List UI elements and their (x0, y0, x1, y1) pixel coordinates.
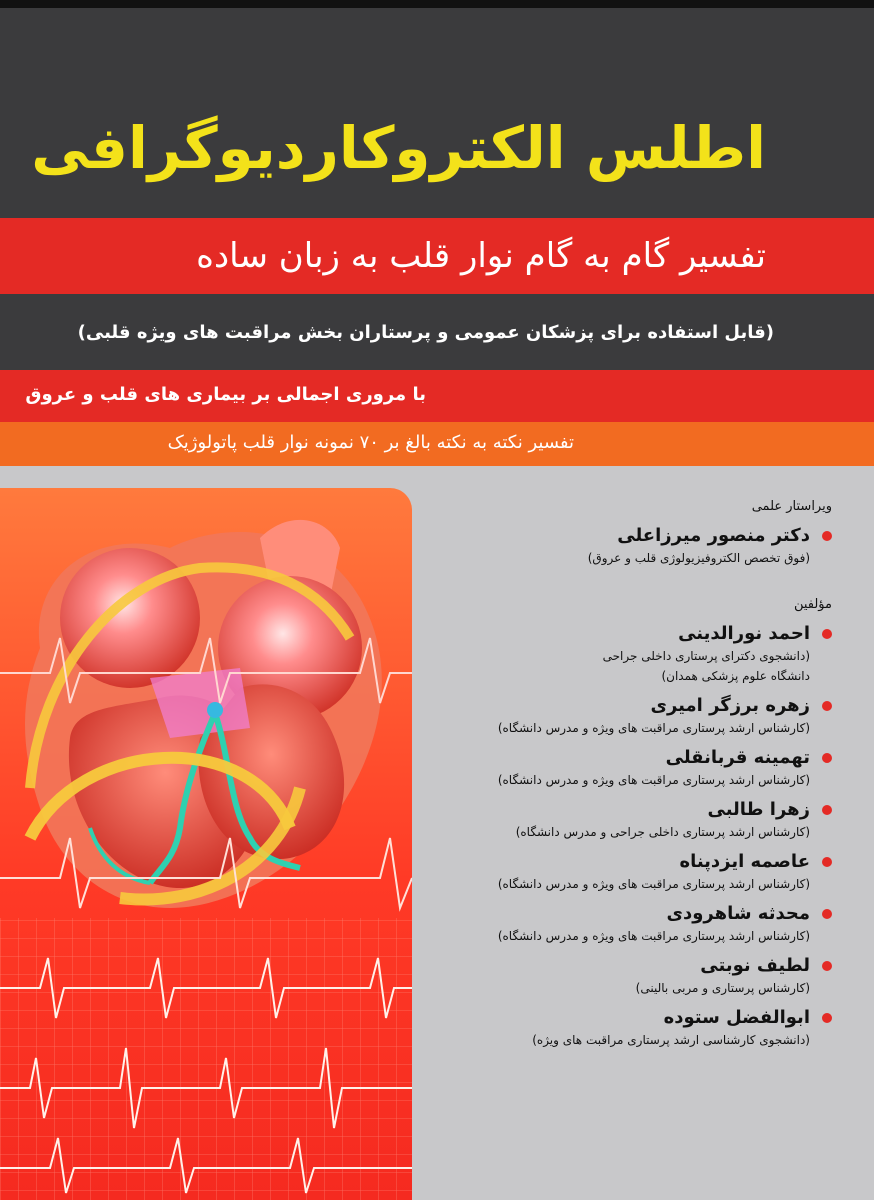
heart-ecg-image (0, 488, 412, 1200)
heart-illustration (0, 488, 412, 1200)
editor-role: ویراستار علمی (751, 499, 832, 514)
author-desc-2: دانشگاه علوم پزشکی همدان) (661, 669, 810, 683)
book-title: اطلس الکتروکاردیوگرافی (31, 114, 766, 182)
contributors-list (422, 498, 832, 1050)
bullet-icon (822, 857, 832, 867)
author-name: لطیف نوبتی (700, 955, 810, 976)
author-name: زهرا طالبی (707, 799, 810, 820)
author-desc: (کارشناس ارشد پرستاری داخلی جراحی و مدرس دانشگاه) (515, 825, 810, 839)
bullet-icon (822, 909, 832, 919)
editor-entry (422, 524, 832, 568)
author-entry (422, 954, 832, 998)
ecg-note: تفسیر نکته به نکته بالغ بر ۷۰ نمونه نوار قلب پاتولوژیک (167, 432, 574, 453)
author-name: احمد نورالدینی (678, 623, 810, 644)
author-name: محدثه شاهرودی (666, 903, 810, 924)
editor-name: دکتر منصور میرزاعلی (617, 525, 810, 546)
bullet-icon (822, 961, 832, 971)
author-desc: (کارشناس ارشد پرستاری مراقبت های ویژه و مدرس دانشگاه) (497, 877, 810, 891)
author-name: تهمینه قربانقلی (665, 747, 810, 768)
bullet-icon (822, 805, 832, 815)
bullet-icon (822, 629, 832, 639)
author-desc: (کارشناس ارشد پرستاری مراقبت های ویژه و مدرس دانشگاه) (497, 773, 810, 787)
author-name: زهره برزگر امیری (650, 695, 810, 716)
author-desc: (کارشناس ارشد پرستاری مراقبت های ویژه و مدرس دانشگاه) (497, 929, 810, 943)
author-desc: (کارشناس پرستاری و مربی بالینی) (635, 981, 810, 995)
bullet-icon (822, 701, 832, 711)
book-subtitle: تفسیر گام به گام نوار قلب به زبان ساده (196, 236, 766, 276)
author-desc: (دانشجوی کارشناسی ارشد پرستاری مراقبت های ویژه) (532, 1033, 810, 1047)
author-entry (422, 798, 832, 842)
author-entry (422, 902, 832, 946)
author-entry (422, 850, 832, 894)
bullet-icon (822, 531, 832, 541)
editor-desc: (فوق تخصص الکتروفیزیولوژی قلب و عروق) (587, 551, 810, 565)
author-entry (422, 746, 832, 790)
author-desc: (کارشناس ارشد پرستاری مراقبت های ویژه و مدرس دانشگاه) (497, 721, 810, 735)
author-name: ابوالفضل ستوده (663, 1007, 810, 1028)
author-name: عاصمه ایزدپناه (679, 851, 810, 872)
author-desc: (دانشجوی دکترای پرستاری داخلی جراحی (602, 649, 810, 663)
author-entry (422, 1006, 832, 1050)
bullet-icon (822, 1013, 832, 1023)
authors-role: مؤلفین (793, 597, 832, 612)
review-note: با مروری اجمالی بر بیماری های قلب و عروق (25, 384, 426, 405)
bullet-icon (822, 753, 832, 763)
audience-note: (قابل استفاده برای پزشکان عمومی و پرستاران بخش مراقبت های ویژه قلبی) (77, 322, 774, 343)
author-entry (422, 622, 832, 686)
author-entry (422, 694, 832, 738)
